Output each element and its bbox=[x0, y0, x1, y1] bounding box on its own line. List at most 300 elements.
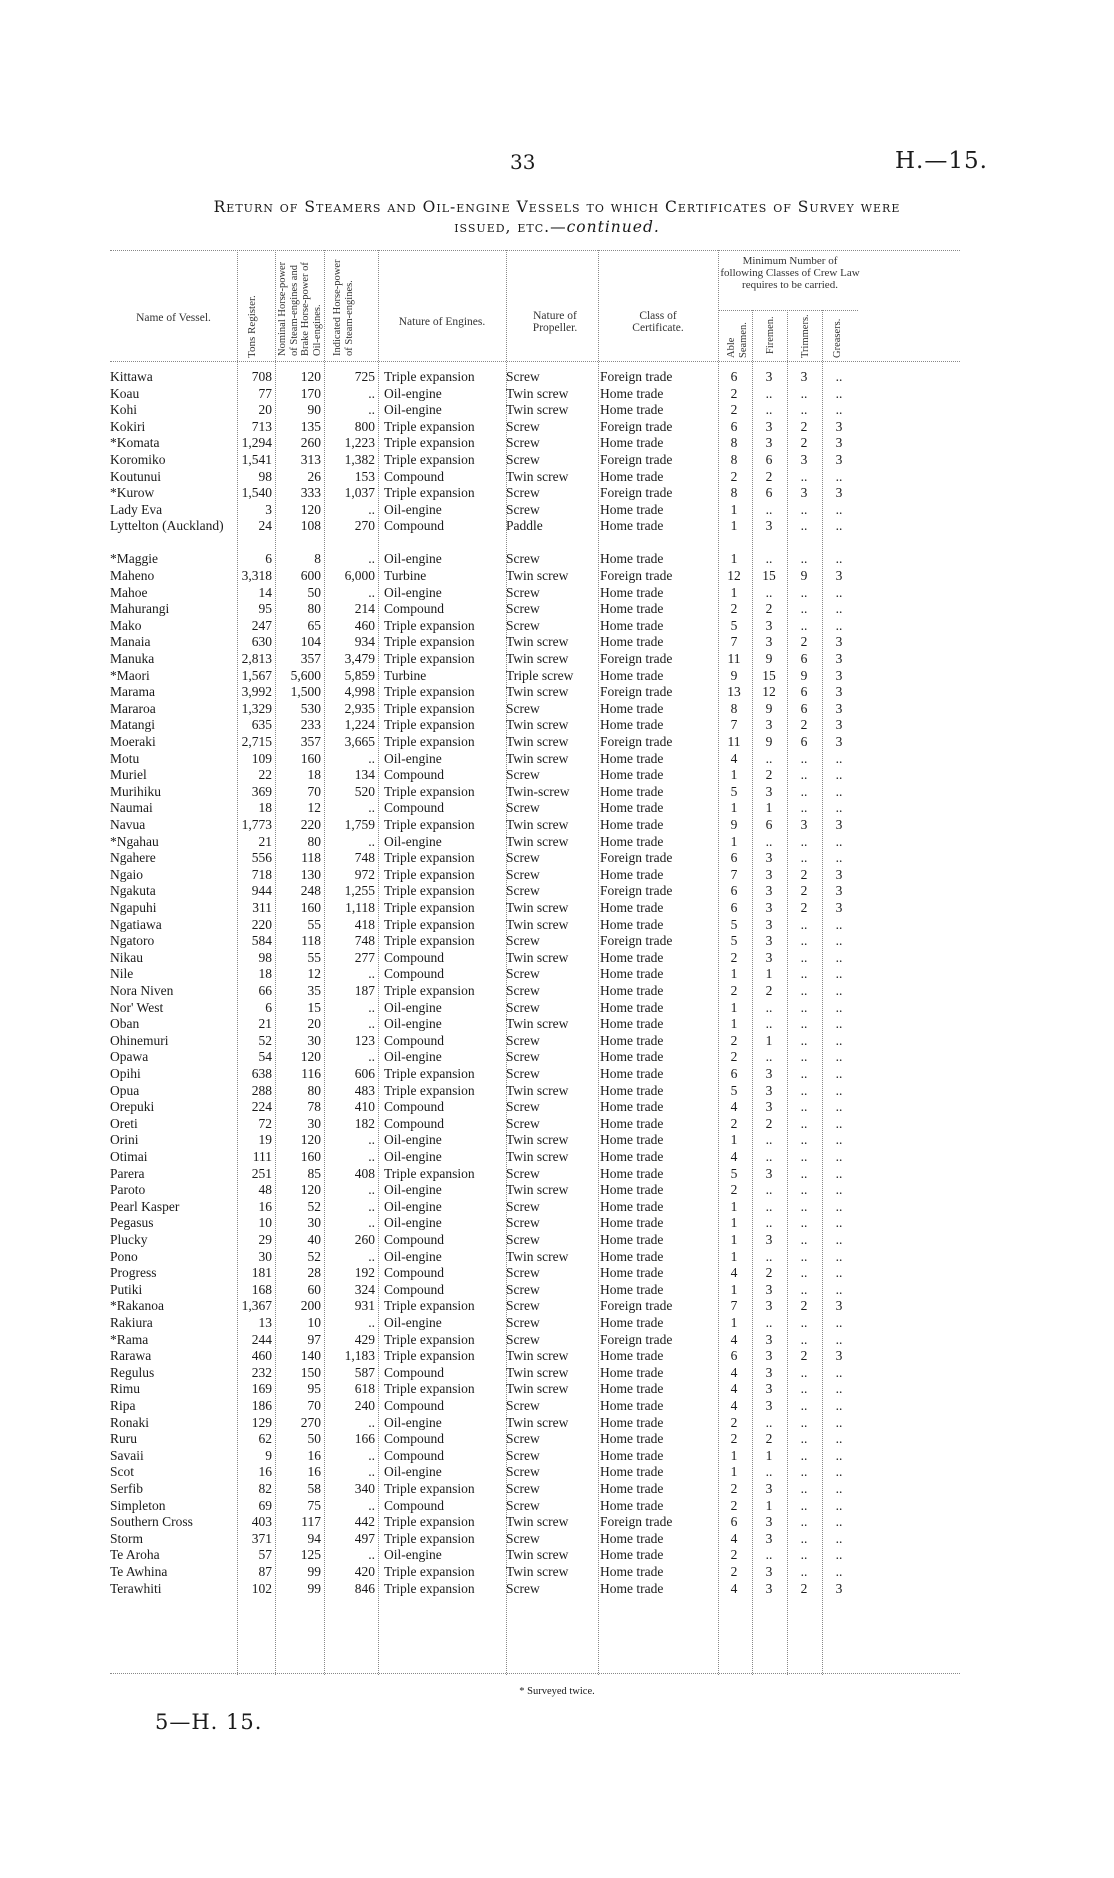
footnote: * Surveyed twice. bbox=[519, 1686, 595, 1697]
engine-type: Compound bbox=[384, 1281, 445, 1297]
vessel-name: Opawa bbox=[110, 1049, 149, 1065]
vessel-name: Naumai bbox=[110, 800, 153, 816]
vessel-name: Mako bbox=[110, 617, 142, 633]
table-row bbox=[110, 502, 960, 519]
table-row bbox=[110, 551, 960, 568]
nominal-hp: 40 bbox=[307, 1232, 321, 1247]
able-seamen: 2 bbox=[730, 1182, 738, 1198]
table-row bbox=[110, 419, 960, 436]
propeller-type: Twin screw bbox=[506, 833, 569, 849]
greasers: .. bbox=[835, 767, 843, 783]
able-seamen: 5 bbox=[730, 783, 738, 799]
table-row bbox=[110, 369, 960, 386]
table-row bbox=[110, 867, 960, 884]
propeller-type: Twin screw bbox=[506, 1016, 569, 1032]
able-seamen: 6 bbox=[730, 1514, 738, 1530]
table-row bbox=[110, 1199, 960, 1216]
engine-type: Turbine bbox=[384, 568, 427, 583]
propeller-type: Twin screw bbox=[506, 1132, 569, 1148]
tons-register: 21 bbox=[258, 1016, 272, 1032]
table-row bbox=[110, 1315, 960, 1332]
able-seamen: 7 bbox=[730, 717, 738, 733]
tons-register: 87 bbox=[258, 1564, 272, 1579]
certificate-class: Home trade bbox=[600, 800, 664, 816]
greasers: .. bbox=[835, 1464, 843, 1480]
firemen: 1 bbox=[765, 1032, 773, 1048]
vessel-name: Ngatoro bbox=[110, 933, 155, 949]
nominal-hp: 75 bbox=[307, 1497, 321, 1513]
firemen: 3 bbox=[765, 617, 773, 633]
nominal-hp: 35 bbox=[307, 983, 321, 998]
firemen: .. bbox=[765, 750, 773, 766]
indicated-hp: .. bbox=[368, 1248, 375, 1264]
engine-type: Triple expansion bbox=[384, 452, 475, 467]
table-row bbox=[110, 1215, 960, 1232]
engine-type: Oil-engine bbox=[384, 999, 442, 1015]
indicated-hp: 618 bbox=[354, 1381, 375, 1397]
able-seamen: 6 bbox=[730, 1066, 738, 1081]
tons-register: 186 bbox=[251, 1398, 272, 1413]
table-row bbox=[110, 402, 960, 419]
indicated-hp: .. bbox=[368, 966, 375, 982]
tons-register: 371 bbox=[251, 1530, 272, 1546]
propeller-type: Screw bbox=[506, 999, 540, 1015]
indicated-hp: 166 bbox=[354, 1431, 375, 1447]
certificate-class: Home trade bbox=[600, 1032, 664, 1048]
propeller-type: Twin screw bbox=[506, 750, 569, 766]
propeller-type: Twin screw bbox=[506, 817, 569, 832]
certificate-class: Foreign trade bbox=[600, 418, 673, 434]
able-seamen: 11 bbox=[727, 734, 741, 749]
nominal-hp: 12 bbox=[307, 966, 321, 982]
certificate-class: Home trade bbox=[600, 1248, 664, 1264]
indicated-hp: 324 bbox=[354, 1281, 375, 1297]
table-row bbox=[110, 734, 960, 751]
engine-type: Compound bbox=[384, 949, 445, 965]
indicated-hp: .. bbox=[368, 833, 375, 849]
greasers: .. bbox=[835, 617, 843, 633]
able-seamen: 4 bbox=[730, 1331, 738, 1347]
nominal-hp: 60 bbox=[307, 1281, 321, 1297]
greasers: .. bbox=[835, 1215, 843, 1231]
certificate-class: Home trade bbox=[600, 617, 664, 633]
able-seamen: 6 bbox=[730, 850, 738, 866]
table-row bbox=[110, 751, 960, 768]
firemen: 1 bbox=[765, 966, 773, 982]
tons-register: 369 bbox=[251, 783, 272, 799]
propeller-type: Screw bbox=[506, 767, 540, 783]
certificate-class: Home trade bbox=[600, 1165, 664, 1181]
firemen: .. bbox=[765, 1049, 773, 1065]
firemen: 3 bbox=[765, 1580, 773, 1596]
able-seamen: 6 bbox=[730, 900, 738, 915]
greasers: 3 bbox=[835, 1348, 843, 1364]
propeller-type: Twin screw bbox=[506, 1381, 569, 1397]
trimmers: .. bbox=[800, 1431, 808, 1447]
table-row bbox=[110, 1116, 960, 1133]
firemen: 3 bbox=[765, 949, 773, 965]
vessel-name: Nora Niven bbox=[110, 983, 174, 998]
header-nominal-wrap bbox=[277, 252, 323, 357]
certificate-class: Home trade bbox=[600, 551, 664, 567]
able-seamen: 2 bbox=[730, 601, 738, 617]
vessel-name: Progress bbox=[110, 1265, 157, 1281]
nominal-hp: 90 bbox=[307, 402, 321, 418]
firemen: .. bbox=[765, 1149, 773, 1164]
greasers: .. bbox=[835, 1481, 843, 1496]
firemen: 3 bbox=[765, 866, 773, 882]
certificate-class: Foreign trade bbox=[600, 568, 673, 583]
firemen: .. bbox=[765, 1215, 773, 1231]
table-row bbox=[110, 435, 960, 452]
trimmers: .. bbox=[800, 1248, 808, 1264]
nominal-hp: 70 bbox=[307, 783, 321, 799]
greasers: .. bbox=[835, 999, 843, 1015]
greasers: 3 bbox=[835, 900, 843, 915]
engine-type: Triple expansion bbox=[384, 634, 475, 650]
tons-register: 169 bbox=[251, 1381, 272, 1397]
vessel-name: Pono bbox=[110, 1248, 138, 1264]
table-row bbox=[110, 900, 960, 917]
firemen: 3 bbox=[765, 916, 773, 932]
vessel-name: Te Awhina bbox=[110, 1564, 168, 1579]
tons-register: 944 bbox=[251, 883, 272, 899]
able-seamen: 2 bbox=[730, 1564, 738, 1579]
engine-type: Compound bbox=[384, 1232, 445, 1247]
firemen: 1 bbox=[765, 1497, 773, 1513]
certificate-class: Home trade bbox=[600, 1564, 664, 1579]
nominal-hp: 160 bbox=[300, 1149, 321, 1164]
certificate-class: Home trade bbox=[600, 1530, 664, 1546]
table-row bbox=[110, 1531, 960, 1548]
indicated-hp: .. bbox=[368, 584, 375, 600]
nominal-hp: 30 bbox=[307, 1215, 321, 1231]
nominal-hp: 65 bbox=[307, 617, 321, 633]
firemen: .. bbox=[765, 551, 773, 567]
tons-register: 16 bbox=[258, 1464, 272, 1480]
document-reference: H.—15. bbox=[895, 148, 988, 174]
vessel-name: Ruru bbox=[110, 1431, 137, 1447]
nominal-hp: 135 bbox=[300, 418, 321, 434]
propeller-type: Twin screw bbox=[506, 1182, 569, 1198]
vessel-name: Rakiura bbox=[110, 1315, 153, 1330]
firemen: 3 bbox=[765, 1165, 773, 1181]
tons-register: 18 bbox=[258, 800, 272, 816]
nominal-hp: 85 bbox=[307, 1165, 321, 1181]
propeller-type: Screw bbox=[506, 1281, 540, 1297]
certificate-class: Home trade bbox=[600, 1348, 664, 1364]
vessel-name: Mararoa bbox=[110, 700, 156, 716]
certificate-class: Home trade bbox=[600, 983, 664, 998]
indicated-hp: .. bbox=[368, 385, 375, 401]
tons-register: 1,294 bbox=[241, 435, 272, 451]
certificate-class: Home trade bbox=[600, 1099, 664, 1115]
able-seamen: 1 bbox=[730, 767, 738, 783]
trimmers: .. bbox=[800, 1398, 808, 1413]
nominal-hp: 94 bbox=[307, 1530, 321, 1546]
trimmers: 2 bbox=[800, 1348, 808, 1364]
engine-type: Turbine bbox=[384, 667, 427, 683]
indicated-hp: .. bbox=[368, 1315, 375, 1330]
nominal-hp: 160 bbox=[300, 900, 321, 915]
propeller-type: Screw bbox=[506, 1530, 540, 1546]
tons-register: 129 bbox=[251, 1414, 272, 1430]
nominal-hp: 10 bbox=[307, 1315, 321, 1330]
firemen: 3 bbox=[765, 1564, 773, 1579]
vessel-name: Navua bbox=[110, 817, 146, 832]
indicated-hp: 800 bbox=[354, 418, 375, 434]
tons-register: 1,329 bbox=[241, 700, 272, 716]
certificate-class: Foreign trade bbox=[600, 850, 673, 866]
header-firemen: Firemen. bbox=[765, 316, 776, 354]
greasers: .. bbox=[835, 1414, 843, 1430]
able-seamen: 8 bbox=[730, 485, 738, 501]
engine-type: Oil-engine bbox=[384, 551, 442, 567]
vessel-name: Murihiku bbox=[110, 783, 162, 799]
vessel-name: Maheno bbox=[110, 568, 155, 583]
trimmers: .. bbox=[800, 916, 808, 932]
propeller-type: Screw bbox=[506, 700, 540, 716]
nominal-hp: 80 bbox=[307, 1082, 321, 1098]
greasers: .. bbox=[835, 850, 843, 866]
able-seamen: 1 bbox=[730, 800, 738, 816]
engine-type: Triple expansion bbox=[384, 1348, 475, 1364]
greasers: .. bbox=[835, 1248, 843, 1264]
tons-register: 16 bbox=[258, 1198, 272, 1214]
tons-register: 1,567 bbox=[241, 667, 272, 683]
certificate-class: Home trade bbox=[600, 1315, 664, 1330]
header-crew-group: Minimum Number of following Classes of Crew Law requires to be carried. bbox=[720, 255, 860, 291]
firemen: 12 bbox=[762, 684, 776, 700]
firemen: 2 bbox=[765, 468, 773, 484]
tons-register: 460 bbox=[251, 1348, 272, 1364]
certificate-class: Home trade bbox=[600, 1398, 664, 1413]
certificate-class: Foreign trade bbox=[600, 369, 673, 384]
indicated-hp: .. bbox=[368, 1198, 375, 1214]
tons-register: 584 bbox=[251, 933, 272, 949]
engine-type: Compound bbox=[384, 966, 445, 982]
greasers: .. bbox=[835, 1198, 843, 1214]
certificate-class: Home trade bbox=[600, 817, 664, 832]
certificate-class: Foreign trade bbox=[600, 1331, 673, 1347]
indicated-hp: 725 bbox=[354, 369, 375, 384]
greasers: 3 bbox=[835, 452, 843, 467]
header-indicated: Indicated Horse-power of Steam-engines. bbox=[332, 259, 355, 356]
vessel-name: Moeraki bbox=[110, 734, 156, 749]
firemen: 3 bbox=[765, 1281, 773, 1297]
propeller-type: Screw bbox=[506, 1198, 540, 1214]
table-row bbox=[110, 1000, 960, 1017]
tons-register: 10 bbox=[258, 1215, 272, 1231]
indicated-hp: .. bbox=[368, 1049, 375, 1065]
firemen: .. bbox=[765, 385, 773, 401]
nominal-hp: 313 bbox=[300, 452, 321, 467]
engine-type: Triple expansion bbox=[384, 1066, 475, 1081]
able-seamen: 7 bbox=[730, 1298, 738, 1314]
vessel-name: *Maggie bbox=[110, 551, 158, 567]
greasers: .. bbox=[835, 1398, 843, 1413]
propeller-type: Screw bbox=[506, 452, 540, 467]
nominal-hp: 28 bbox=[307, 1265, 321, 1281]
propeller-type: Twin screw bbox=[506, 634, 569, 650]
table-row bbox=[110, 386, 960, 403]
greasers: .. bbox=[835, 1431, 843, 1447]
vessel-name: Ronaki bbox=[110, 1414, 149, 1430]
trimmers: .. bbox=[800, 1265, 808, 1281]
propeller-type: Twin screw bbox=[506, 734, 569, 749]
trimmers: .. bbox=[800, 750, 808, 766]
indicated-hp: .. bbox=[368, 1414, 375, 1430]
table-row bbox=[110, 1514, 960, 1531]
page-number: 33 bbox=[510, 150, 536, 174]
trimmers: .. bbox=[800, 1381, 808, 1397]
propeller-type: Twin screw bbox=[506, 1348, 569, 1364]
certificate-class: Home trade bbox=[600, 949, 664, 965]
greasers: .. bbox=[835, 833, 843, 849]
propeller-type: Screw bbox=[506, 1265, 540, 1281]
table-row bbox=[110, 1166, 960, 1183]
nominal-hp: 95 bbox=[307, 1381, 321, 1397]
header-indicated-wrap bbox=[326, 252, 376, 357]
nominal-hp: 16 bbox=[307, 1447, 321, 1463]
certificate-class: Foreign trade bbox=[600, 452, 673, 467]
greasers: .. bbox=[835, 800, 843, 816]
trimmers: 3 bbox=[800, 369, 808, 384]
tons-register: 3,992 bbox=[241, 684, 272, 700]
table-row bbox=[110, 1332, 960, 1349]
certificate-class: Home trade bbox=[600, 1414, 664, 1430]
trimmers: 2 bbox=[800, 435, 808, 451]
greasers: 3 bbox=[835, 883, 843, 899]
trimmers: .. bbox=[800, 1215, 808, 1231]
engine-type: Triple expansion bbox=[384, 1514, 475, 1530]
table-row bbox=[110, 1547, 960, 1564]
able-seamen: 1 bbox=[730, 999, 738, 1015]
indicated-hp: 931 bbox=[354, 1298, 375, 1314]
propeller-type: Twin screw bbox=[506, 1514, 569, 1530]
nominal-hp: 117 bbox=[301, 1514, 321, 1530]
tons-register: 713 bbox=[251, 418, 272, 434]
firemen: .. bbox=[765, 1132, 773, 1148]
nominal-hp: 248 bbox=[300, 883, 321, 899]
certificate-class: Home trade bbox=[600, 767, 664, 783]
tons-register: 1,540 bbox=[241, 485, 272, 501]
greasers: .. bbox=[835, 1165, 843, 1181]
able-seamen: 1 bbox=[730, 584, 738, 600]
propeller-type: Screw bbox=[506, 485, 540, 501]
able-seamen: 1 bbox=[730, 966, 738, 982]
indicated-hp: .. bbox=[368, 402, 375, 418]
indicated-hp: 1,382 bbox=[344, 452, 375, 467]
greasers: .. bbox=[835, 1447, 843, 1463]
tons-register: 288 bbox=[251, 1082, 272, 1098]
title-continued: continued. bbox=[566, 218, 660, 236]
table-row bbox=[110, 601, 960, 618]
tons-register: 29 bbox=[258, 1232, 272, 1247]
propeller-type: Twin screw bbox=[506, 1364, 569, 1380]
able-seamen: 4 bbox=[730, 1580, 738, 1596]
nominal-hp: 125 bbox=[300, 1547, 321, 1563]
firemen: 2 bbox=[765, 767, 773, 783]
trimmers: .. bbox=[800, 983, 808, 998]
firemen: 3 bbox=[765, 1530, 773, 1546]
tons-register: 77 bbox=[258, 385, 272, 401]
certificate-class: Home trade bbox=[600, 717, 664, 733]
able-seamen: 5 bbox=[730, 1165, 738, 1181]
vessel-name: Simpleton bbox=[110, 1497, 166, 1513]
able-seamen: 4 bbox=[730, 1398, 738, 1413]
engine-type: Triple expansion bbox=[384, 369, 475, 384]
engine-type: Triple expansion bbox=[384, 1331, 475, 1347]
nominal-hp: 78 bbox=[307, 1099, 321, 1115]
able-seamen: 2 bbox=[730, 1115, 738, 1131]
able-seamen: 4 bbox=[730, 1265, 738, 1281]
able-seamen: 8 bbox=[730, 435, 738, 451]
tons-register: 19 bbox=[258, 1132, 272, 1148]
nominal-hp: 16 bbox=[307, 1464, 321, 1480]
propeller-type: Twin screw bbox=[506, 1248, 569, 1264]
indicated-hp: 429 bbox=[354, 1331, 375, 1347]
greasers: .. bbox=[835, 933, 843, 949]
trimmers: .. bbox=[800, 1132, 808, 1148]
tons-register: 20 bbox=[258, 402, 272, 418]
propeller-type: Twin screw bbox=[506, 916, 569, 932]
table-row bbox=[110, 618, 960, 635]
firemen: 3 bbox=[765, 634, 773, 650]
propeller-type: Screw bbox=[506, 1315, 540, 1330]
nominal-hp: 52 bbox=[307, 1198, 321, 1214]
trimmers: 2 bbox=[800, 883, 808, 899]
greasers: .. bbox=[835, 551, 843, 567]
able-seamen: 6 bbox=[730, 883, 738, 899]
indicated-hp: 4,998 bbox=[344, 684, 375, 700]
propeller-type: Twin screw bbox=[506, 651, 569, 666]
table-row bbox=[110, 917, 960, 934]
vessel-name: Orini bbox=[110, 1132, 139, 1148]
propeller-type: Twin screw bbox=[506, 1082, 569, 1098]
tons-register: 30 bbox=[258, 1248, 272, 1264]
propeller-type: Twin-screw bbox=[506, 783, 570, 799]
firemen: 3 bbox=[765, 1066, 773, 1081]
table-row bbox=[110, 1265, 960, 1282]
vessel-name: Koutunui bbox=[110, 468, 162, 484]
table-row bbox=[110, 717, 960, 734]
vessel-name: *Komata bbox=[110, 435, 160, 451]
indicated-hp: 134 bbox=[354, 767, 375, 783]
greasers: .. bbox=[835, 1132, 843, 1148]
propeller-type: Twin screw bbox=[506, 1149, 569, 1164]
indicated-hp: .. bbox=[368, 750, 375, 766]
certificate-class: Home trade bbox=[600, 1049, 664, 1065]
table-row bbox=[110, 950, 960, 967]
certificate-class: Home trade bbox=[600, 435, 664, 451]
vessel-name: Marama bbox=[110, 684, 155, 700]
propeller-type: Screw bbox=[506, 1580, 540, 1596]
able-seamen: 1 bbox=[730, 1198, 738, 1214]
nominal-hp: 80 bbox=[307, 601, 321, 617]
table-row bbox=[110, 966, 960, 983]
tons-register: 2,813 bbox=[241, 651, 272, 666]
greasers: 3 bbox=[835, 1298, 843, 1314]
trimmers: 2 bbox=[800, 900, 808, 915]
greasers: .. bbox=[835, 468, 843, 484]
able-seamen: 9 bbox=[730, 667, 738, 683]
trimmers: 2 bbox=[800, 418, 808, 434]
tons-register: 54 bbox=[258, 1049, 272, 1065]
indicated-hp: 934 bbox=[354, 634, 375, 650]
indicated-hp: 214 bbox=[354, 601, 375, 617]
engine-type: Triple expansion bbox=[384, 850, 475, 866]
